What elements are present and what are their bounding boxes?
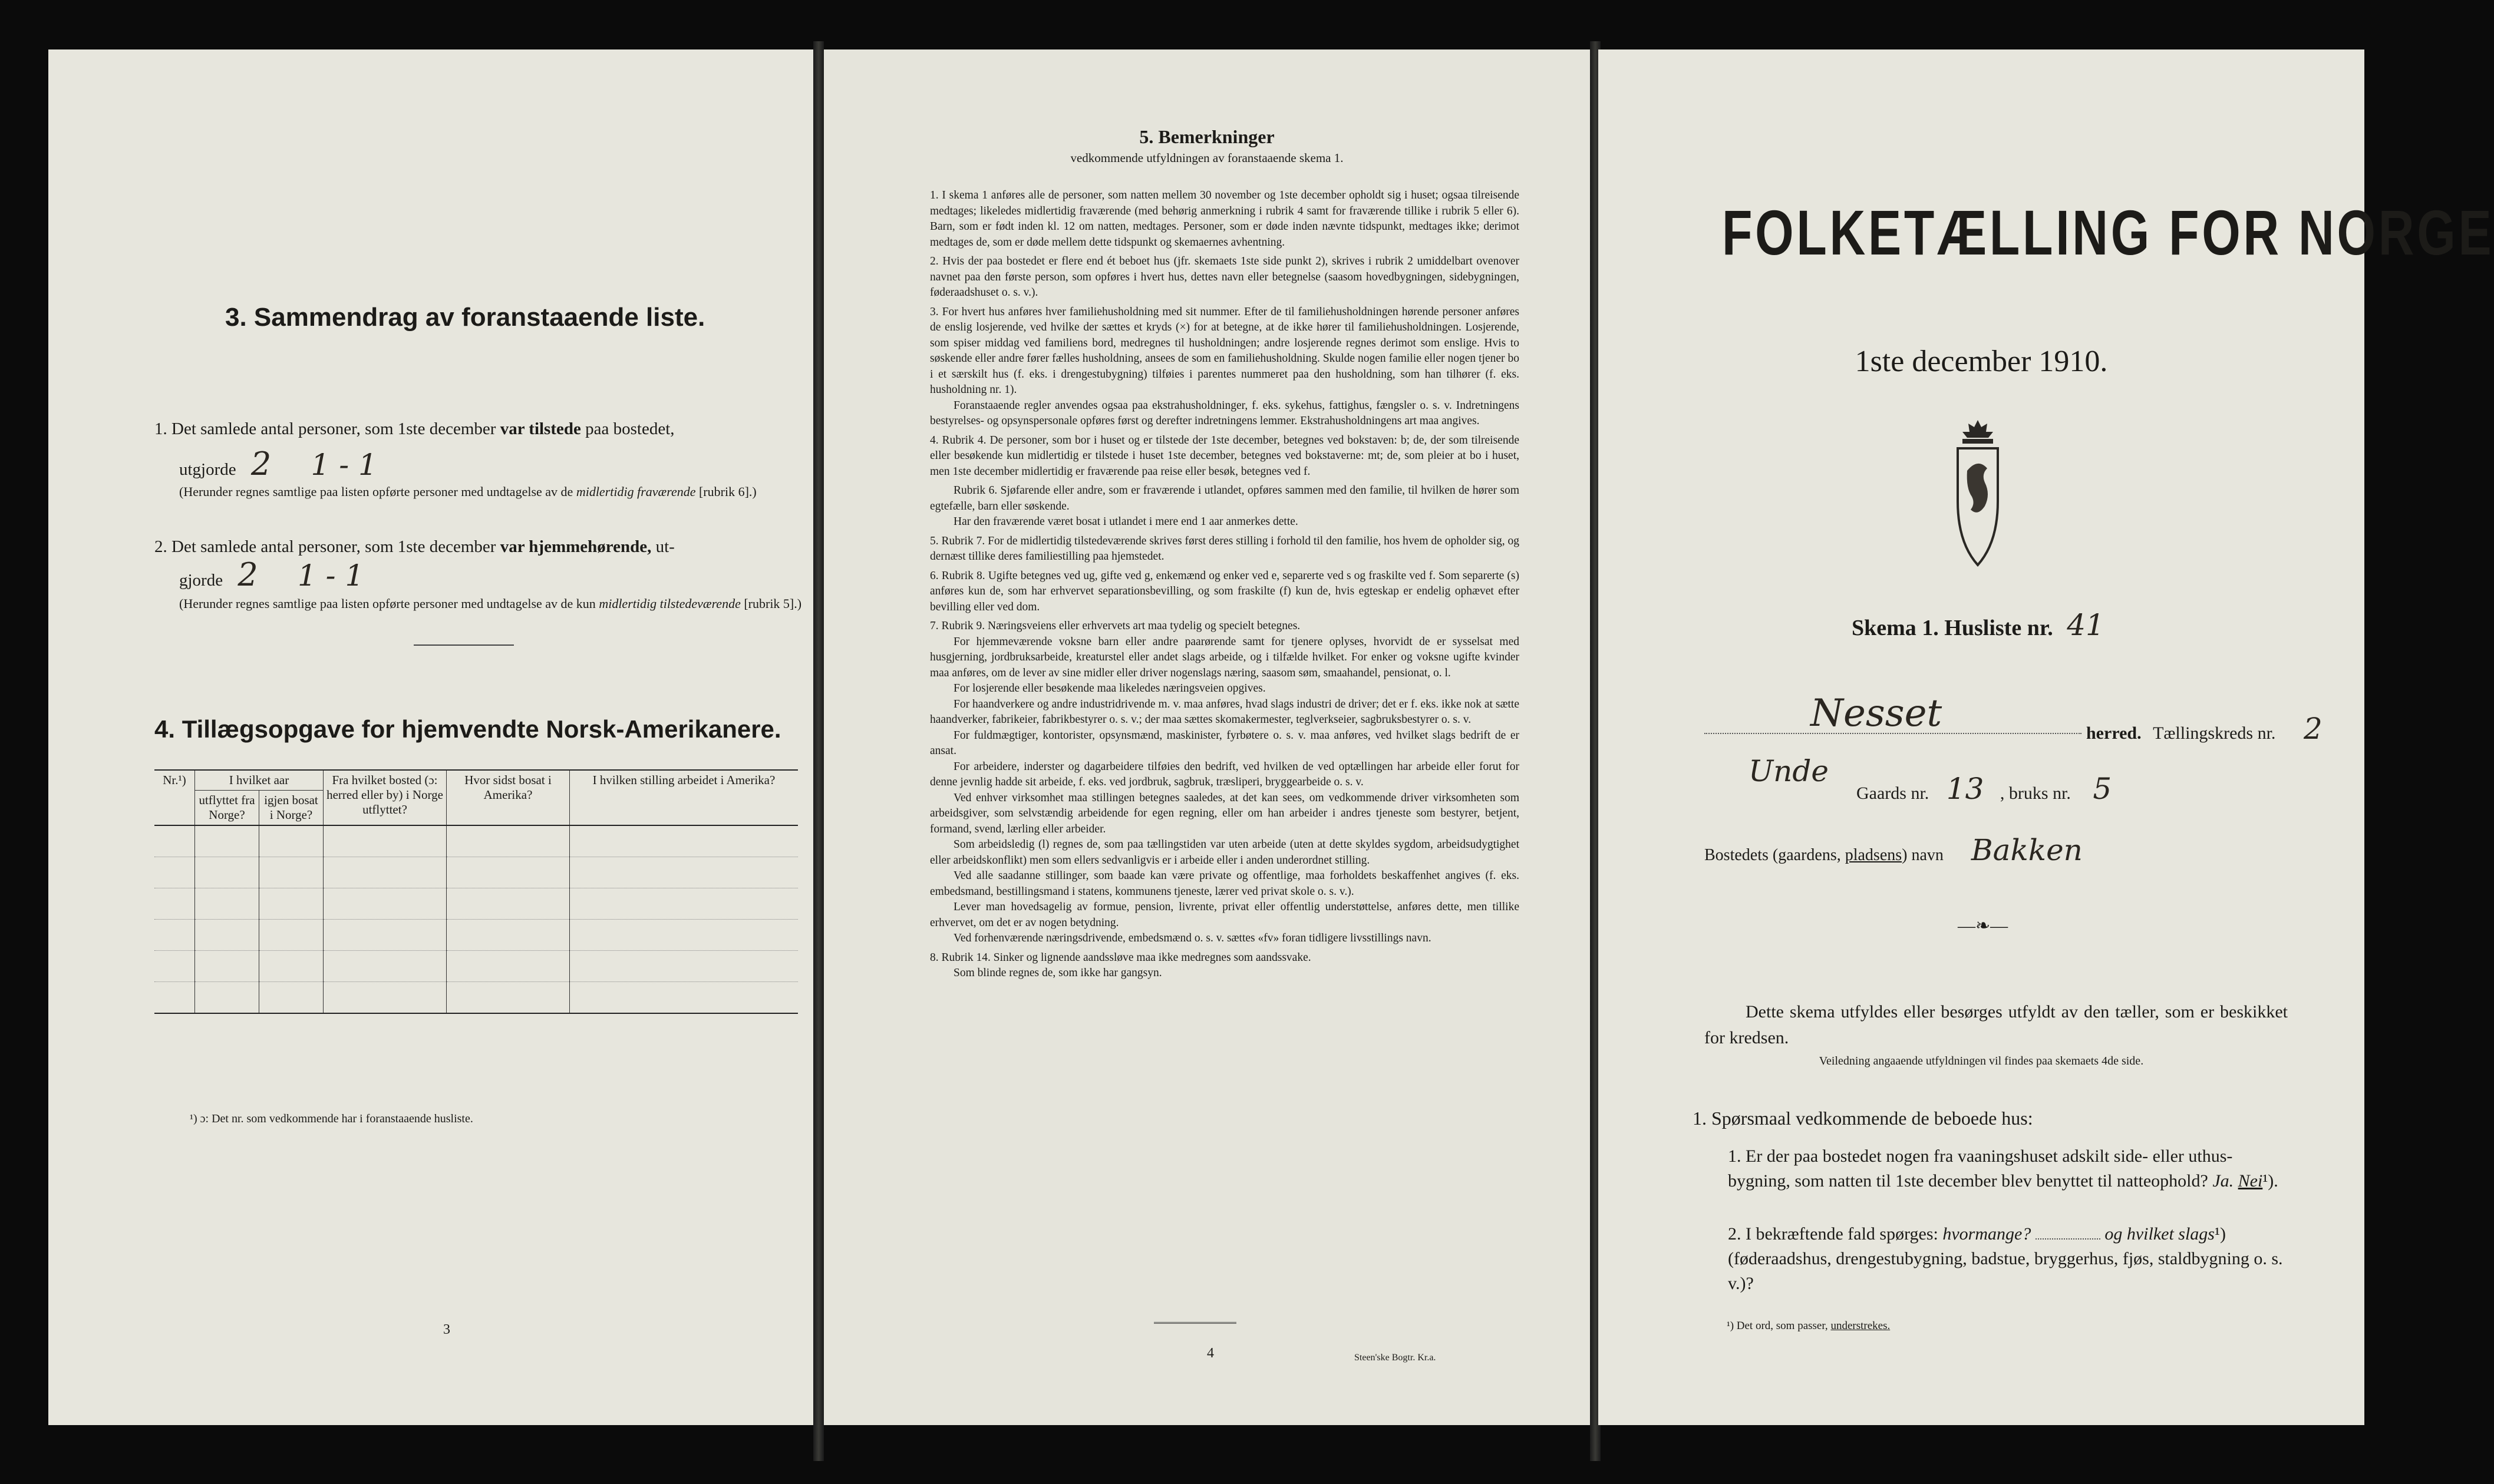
page-4 xyxy=(824,49,1590,1425)
kreds-nr-handwritten: 2 xyxy=(2303,712,2323,746)
table-row xyxy=(154,982,798,1014)
gaard-prefix-handwritten: Unde xyxy=(1749,754,1829,788)
col-last-residence: Hvor sidst bosat i Amerika? xyxy=(447,770,570,825)
husliste-nr-handwritten: 41 xyxy=(2067,608,2104,642)
item1-note: (Herunder regnes samtlige paa listen opførte personer med undtagelse av de midlertidig fraværende [rubrik 6].) xyxy=(179,484,757,499)
col-position: I hvilken stilling arbeidet i Amerika? xyxy=(570,770,799,825)
remarks-list xyxy=(930,188,1519,981)
col-from-where: Fra hvilket bosted (ɔ: herred eller by) i Norge utflyttet? xyxy=(324,770,447,825)
item2-total-handwritten: 2 xyxy=(237,556,258,593)
table-row xyxy=(154,951,798,982)
page-1 xyxy=(1598,49,2494,1425)
question-1: 1. Er der paa bostedet nogen fra vaaningshuset adskilt side- eller uthus-bygning, som natten til 1ste december blev benyttet til natteophold? Ja. Nei¹). xyxy=(1728,1146,2278,1191)
census-title: FOLKETÆLLING FOR NORGE xyxy=(1722,197,2494,268)
remarks-subheading: vedkommende utfyldningen av foranstaaende skema 1. xyxy=(1070,151,1344,165)
printer-imprint: Steen'ske Bogtr. Kr.a. xyxy=(1354,1353,1436,1363)
col-emigrated: utflyttet fra Norge? xyxy=(195,791,259,826)
divider xyxy=(414,645,514,646)
instruction-text: Dette skema utfyldes eller besørges utfyldt av den tæller, som er beskikket for kredsen. xyxy=(1704,1002,2288,1047)
page-3 xyxy=(48,49,814,1425)
remark-7-b: For losjerende eller besøkende maa likeledes næringsveien opgives. xyxy=(954,682,1266,695)
page-number: 4 xyxy=(1207,1346,1214,1361)
remark-5: 5. Rubrik 7. For de midlertidig tilstedeværende skrives først deres stilling i forhold til den familie, hos hvem de opholder sig, og dernæst tillike deres familiestilling paa hjemstedet. xyxy=(930,534,1519,563)
page-number: 3 xyxy=(443,1322,450,1337)
table-row xyxy=(154,920,798,951)
norsk-amerikanere-table xyxy=(154,769,798,1014)
bosted-line: Bostedets (gaardens, pladsens) navn Bakken xyxy=(1704,833,2083,867)
item2-gjorde-line: gjorde 2 1 - 1 xyxy=(179,556,364,593)
summary-item-1: 1. Det samlede antal personer, som 1ste december var tilstede paa bostedet, xyxy=(154,419,675,438)
ornament-divider: —❧— xyxy=(1958,916,2008,936)
remark-8-b: Som blinde regnes de, som ikke har gangsyn. xyxy=(954,967,1162,979)
remark-7-d: For fuldmægtiger, kontorister, opsynsmænd, maskinister, fyrbøtere o. s. v. maa anføres, ved hvilket slags bedrift de er ansat. xyxy=(930,729,1519,757)
col-nr: Nr.¹) xyxy=(154,770,195,825)
remark-8: 8. Rubrik 14. Sinker og lignende aandssløve maa ikke medregnes som aandssvake. xyxy=(930,951,1311,964)
page-fold xyxy=(813,41,824,1461)
herred-handwritten: Nesset xyxy=(1810,692,1942,735)
section-3-heading: 3. Sammendrag av foranstaaende liste. xyxy=(225,303,705,332)
questions-heading: 1. Spørsmaal vedkommende de beboede hus: xyxy=(1693,1108,2033,1129)
remarks-heading: 5. Bemerkninger xyxy=(1139,126,1275,147)
bruks-nr-handwritten: 5 xyxy=(2093,772,2112,806)
remark-6: 6. Rubrik 8. Ugifte betegnes ved ug, gifte ved g, enkemænd og enker ved e, separerte ved s og fraskilte ved f. Som separerte (s) anføres kun de, som har erhvervet separationsbevilling, og som fraskilte (f) kun de, hvis egteskap er endelig ophævet efter bevilling eller ved dom. xyxy=(930,569,1519,613)
remark-7-i: Lever man hovedsagelig av formue, pension, livrente, privat eller offentlig understøttelse, anføres dette, men tillike erhvervet, om det er av nogen betydning. xyxy=(930,901,1519,929)
page1-footnote: ¹) Det ord, som passer, understrekes. xyxy=(1727,1320,1891,1332)
item2-note: (Herunder regnes samtlige paa listen opførte personer med undtagelse av de kun midlertidig tilstedeværende [rubrik 5].) xyxy=(179,596,802,611)
item1-split-handwritten: 1 - 1 xyxy=(311,448,377,482)
remark-7-j: Ved forhenværende næringsdrivende, embedsmænd o. s. v. sættes «fv» foran tidligere livsstillings navn. xyxy=(954,932,1431,944)
remark-7-h: Ved alle saadanne stillinger, som baade kan være private og offentlige, maa forholdets beskaffenhet angives (f. eks. embedsmand, bestillingsmand i statens, kommunens tjeneste, lærer ved privat skole o. s. v.). xyxy=(930,870,1519,898)
schema-line: Skema 1. Husliste nr. 41 xyxy=(1852,608,2104,642)
remark-1: 1. I skema 1 anføres alle de personer, som natten mellem 30 november og 1ste december opholdt sig i huset; ogsaa tilreisende medtages; likeledes midlertidig fraværende (med behørig anmerkning i rubrik 4 samt for fraværende tillike i rubrik 5 eller 6). Barn, som er født inden kl. 12 om natten, medtages. Personer, som er døde inden nævnte tidspunkt, medtages ikke; derimot medtages de, som er døde mellem dette tidspunkt og skemaernes avhentning. xyxy=(930,189,1519,249)
table-row xyxy=(154,857,798,888)
remark-3-extra: Foranstaaende regler anvendes ogsaa paa ekstrahusholdninger, f. eks. sykehus, fattighus, fængsler o. s. v. Indretningens bestyrelses- og opsynspersonale opføres først og derefter indretningens lemmer. Ekstrahusholdningens art maa angives. xyxy=(930,399,1519,427)
census-date: 1ste december 1910. xyxy=(1855,345,2108,378)
section-4-heading: 4. Tillægsopgave for hjemvendte Norsk-Amerikanere. xyxy=(154,715,781,743)
col-year-group: I hvilket aar xyxy=(195,770,324,791)
gaards-nr-handwritten: 13 xyxy=(1946,772,1984,806)
table-row xyxy=(154,825,798,857)
remark-4-note: Har den fraværende været bosat i utlandet i mere end 1 aar anmerkes dette. xyxy=(954,515,1298,528)
remark-7: 7. Rubrik 9. Næringsveiens eller erhvervets art maa tydelig og specielt betegnes. xyxy=(930,620,1301,632)
guide-note: Veiledning angaaende utfyldningen vil findes paa skemaets 4de side. xyxy=(1819,1055,2144,1067)
table-footnote: ¹) ɔ: Det nr. som vedkommende har i foranstaaende husliste. xyxy=(190,1112,473,1125)
item1-utgjorde-line: utgjorde 2 1 - 1 xyxy=(179,445,377,482)
remark-7-c: For haandverkere og andre industridrivende m. v. maa anføres, hvad slags industri de driver; det er f. eks. ikke nok at sætte haandverker, fabrikeier, fabrikbestyrer o. s. v.; der maa sættes skomakermester, teglverkseier, sagbruksbestyrer o. s. v. xyxy=(930,698,1519,726)
item2-split-handwritten: 1 - 1 xyxy=(297,558,364,593)
remark-7-a: For hjemmeværende voksne barn eller andre paarørende samt for tjenere oplyses, hvorvidt de er sysselsat med husgjerning, jordbruksarbeide, kreaturstel eller andet slags arbeide, og i tilfælde hvilket. For enker og voksne ugifte kvinder maa anføres, om de lever av sine midler eller driver nogenslags næring, saasom søm, smaahandel, pensionat, o. l. xyxy=(930,635,1519,679)
remark-7-f: Ved enhver virksomhet maa stillingen betegnes saaledes, at det kan sees, om vedkommende driver virksomheten som arbeidsgiver, som selvstændig arbeidende for egen regning, eller om han arbeider i andres tjeneste som bestyrer, betjent, formand, svend, lærling eller arbeider. xyxy=(930,791,1519,835)
item1-total-handwritten: 2 xyxy=(250,445,272,482)
remark-7-g: Som arbeidsledig (l) regnes de, som paa tællingstiden var uten arbeide (uten at dette skyldes sygdom, arbeidsudygtighet eller arbeidskonflikt) men som ellers sedvanligvis er i arbeide eller i anden underordnet stilling. xyxy=(930,838,1519,867)
col-returned: igjen bosat i Norge? xyxy=(259,791,324,826)
table-row xyxy=(154,888,798,920)
remark-4: 4. Rubrik 4. De personer, som bor i huset og er tilstede der 1ste december, betegnes ved bokstaven: b; de, der som tilreisende eller besøkende kun midlertidig er tilstede i huset 1ste december, betegnes ved bokstaverne: mt; de, som pleier at bo i huset, men 1ste december midlertidig er fraværende paa reise eller besøk, betegnes ved f. xyxy=(930,434,1519,478)
remark-7-e: For arbeidere, inderster og dagarbeidere tilføies den bedrift, ved hvilken de ved optællingen har arbeide eller forut for denne jevnlig hadde sit arbeide, f. eks. ved jordbruk, sagbruk, træsliperi, bryggearbeide o. s. v. xyxy=(930,760,1519,788)
remark-4-rubrik6: Rubrik 6. Sjøfarende eller andre, som er fraværende i utlandet, opføres sammen med den familie, til hvilken de hører som egtefælle, barn eller søskende. xyxy=(930,484,1519,513)
gaards-line: Gaards nr. 13 , bruks nr. 5 xyxy=(1856,772,2112,806)
remark-3: 3. For hvert hus anføres hver familiehusholdning med sit nummer. Efter de til familiehusholdningen hørende personer anføres de enslig losjerende, ved hvilke der sættes et kryds (×) for at betegne, at de ikke hører til familiehusholdningen. Losjerende, som spiser middag ved familiens bord, medregnes til husholdningen; andre losjerende regnes derimot som enslige. Hvis to søskende eller andre fører fælles husholdning, ansees de som en familiehusholdning. Skulde nogen familie eller nogen tjener bo i et særskilt hus (f. eks. i drengestubygning) tilføies i parentes nummeret paa den husholdning, som han tilhører (f. eks. husholdning nr. 1). xyxy=(930,305,1519,396)
bosted-handwritten: Bakken xyxy=(1971,833,2083,867)
remark-2: 2. Hvis der paa bostedet er flere end ét beboet hus (jfr. skemaets 1ste side punkt 2), skrives i rubrik 2 umiddelbart ovenover navnet paa den første person, som opføres i hvert hus, dettes navn eller betegnelse (saasom hovedbygningen, sidebygningen, føderaadshuset o. s. v.). xyxy=(930,255,1519,299)
question-2: 2. I bekræftende fald spørges: hvormange? og hvilket slags¹) (føderaadshus, drengestubygning, badstue, bryggerhus, fjøs, staldbygning o. s. v.)? xyxy=(1728,1224,2283,1293)
herred-kreds-line: herred. Tællingskreds nr. 2 xyxy=(2086,712,2323,746)
norwegian-coat-of-arms-icon xyxy=(1949,418,2006,571)
divider xyxy=(1154,1322,1236,1324)
summary-item-2: 2. Det samlede antal personer, som 1ste december var hjemmehørende, ut- xyxy=(154,537,675,556)
